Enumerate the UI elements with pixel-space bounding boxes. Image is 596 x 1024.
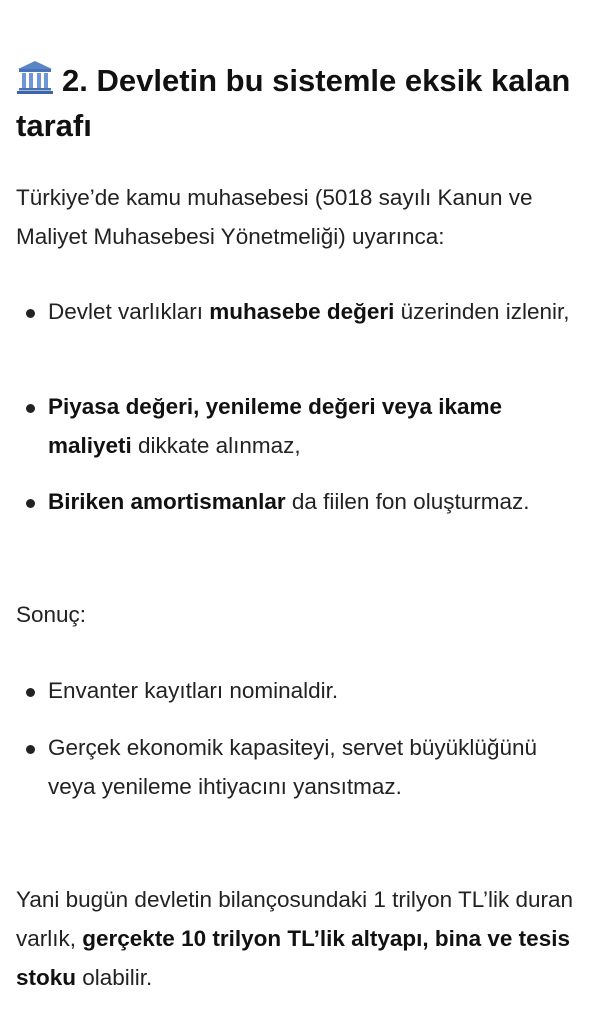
bullet-dot [26,745,35,754]
bullet-dot [26,404,35,413]
section-heading [16,58,576,148]
conclusion-paragraph: Yani bugün devletin bilançosundaki 1 trilyon TL’lik duran varlık, gerçekte 10 trilyon TL’lik altyapı, bina ve tesis stoku olabilir. [16,887,574,990]
result-label: Sonuç: [16,602,87,627]
list-item: Piyasa değeri, yenileme değeri veya ikame maliyeti dikkate alınmaz, [48,394,503,458]
classical-building-icon [16,60,54,94]
bullet-dot [26,309,35,318]
list-item: Biriken amortismanlar da fiilen fon oluşturmaz. [48,489,530,514]
bullet-dot [26,688,35,697]
intro-paragraph: Türkiye’de kamu muhasebesi (5018 sayılı Kanun ve Maliyet Muhasebesi Yönetmeliği) uyarınca: [16,185,533,249]
list-item: Envanter kayıtları nominaldir. [48,678,339,703]
list-item: Gerçek ekonomik kapasiteyi, servet büyüklüğünü veya yenileme ihtiyacını yansıtmaz. [48,735,538,799]
list-item: Devlet varlıkları muhasebe değeri üzerinden izlenir, [48,299,570,324]
bullet-dot [26,499,35,508]
heading-text: 2. Devletin bu sistemle eksik kalan tarafı [16,63,571,143]
